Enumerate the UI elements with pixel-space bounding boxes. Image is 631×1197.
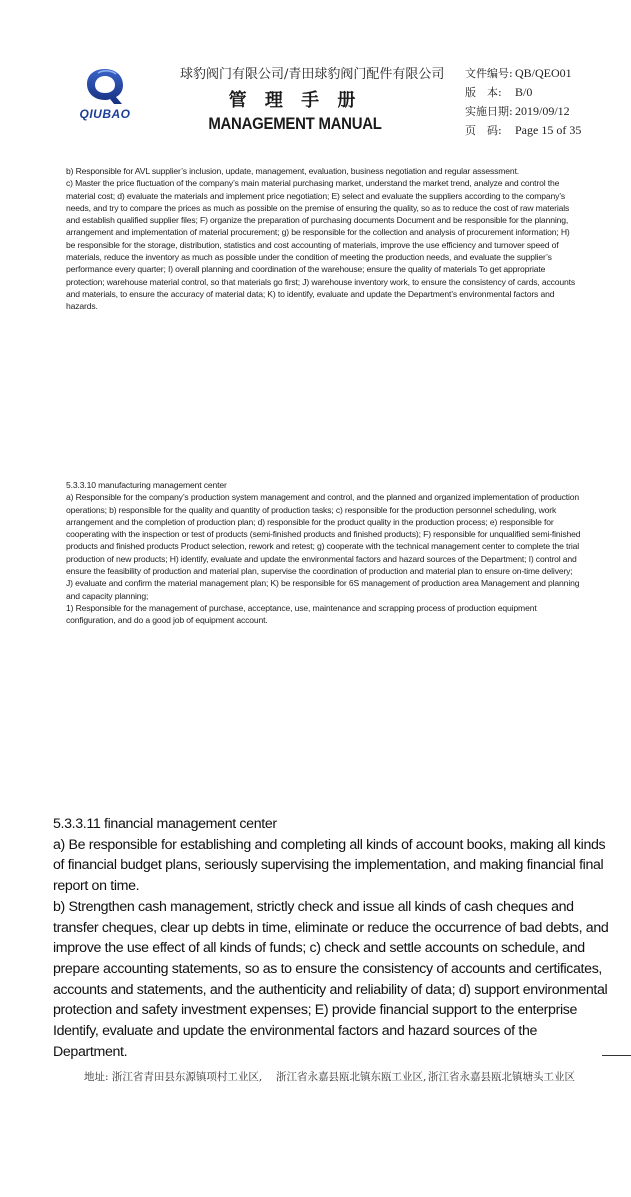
page-number-value: Page 15 of 35 — [515, 123, 582, 137]
paragraph: b) Strengthen cash management, strictly check and issue all kinds of cash cheques and transfer cheques, clear up debts in time, eliminate or reduce the occurrence of bad debts, and improve the use effect of all kinds of funds; c) check and settle accounts on schedule, and prepare accounting statements, so as to ensure the consistency of accounts and certificates, accounts and statements, and the authenticity and reliability of data; d) support environmental protection and safety investment expenses; E) provide financial support to the enterprise Identify, evaluate and update the environmental factors and hazard sources of the Department. — [53, 898, 609, 1060]
document-info — [465, 64, 625, 140]
paragraph: c) Master the price fluctuation of the company’s main material purchasing market, understand the market trend, analyze and control the material cost; d) evaluate the materials and implement price negotiation; E) select and evaluate the suppliers according to the company’s needs, and try to compare the prices as much as possible on the premise of ensuring the quality, so as to reduce the cost of raw materials and establish qualified supplier files; F) organize the preparation of purchasing documents Document and be responsible for the planning, arrangement and implementation of material procurement; g) be responsible for the collection and analysis of procurement information; H) be responsible for the storage, distribution, statistics and cost accounting of materials, improve the use efficiency and turnover speed of materials, reduce the inventory as much as possible under the condition of meeting the production needs, and evaluate the supplier’s performance every quarter; I) overall planning and coordination of the warehouse; ensure the quality of materials To get appropriate protection; warehouse material control, so that materials go first; J) warehouse inventory work, to ensure the consistency of cards, accounts and materials, to ensure the accuracy of material data; K) to identify, evaluate and update the Department’s environmental factors and hazards. — [66, 178, 576, 312]
version-label: 版 本: — [465, 86, 502, 99]
logo-text: QIUBAO — [79, 107, 131, 121]
page-number-row — [465, 121, 625, 140]
manufacturing-section — [66, 479, 581, 627]
paragraph: a) Responsible for the company’s production system management and control, and the planned and organized implementation of production operations; b) responsible for the quality and quantity of production tasks; c) responsible for the production personnel scheduling, work arrangement and the completion of production plan; d) responsible for the product quality in the production process; e) responsible for cooperating with the inspection or test of products (semi-finished products and finished products); F) responsible for unqualified semi-finished products and finished products Product selection, rework and retest; g) cooperate with the technical management center to complete the trial production of new products; H) identify, evaluate and update the environmental factors and hazard sources of the Department; I) control and ensure the feasibility of production and material plan, supervise the coordination of production and material plan to ensure on-time delivery; J) evaluate and confirm the material management plan; K) be responsible for 6S management of production area Management and planning and capacity planning; — [66, 492, 581, 601]
purchasing-responsibilities — [66, 165, 581, 313]
qiubao-logo-icon — [84, 66, 126, 106]
manual-title-en: MANAGEMENT MANUAL — [208, 114, 382, 133]
company-logo — [70, 66, 140, 126]
effective-date-label: 实施日期: — [465, 105, 513, 118]
financial-section — [53, 814, 613, 1062]
section-heading: 5.3.3.10 manufacturing management center — [66, 480, 227, 490]
footer-address-1: 地址: 浙江省青田县东源镇项村工业区, — [84, 1071, 263, 1083]
page-header — [0, 0, 631, 150]
effective-date-value: 2019/09/12 — [515, 104, 570, 118]
effective-date-row — [465, 102, 625, 121]
footer-address-2: 浙江省永嘉县瓯北镇东瓯工业区, — [276, 1071, 427, 1083]
page-footer — [84, 1069, 604, 1084]
paragraph: 1) Responsible for the management of purchase, acceptance, use, maintenance and scrapping process of production equipment configuration, and do a good job of equipment account. — [66, 602, 537, 626]
doc-number-row — [465, 64, 625, 83]
page-number-label: 页 码: — [465, 124, 502, 137]
paragraph: a) Be responsible for establishing and completing all kinds of account books, making all kinds of financial budget plans, seriously supervising the implementation, and making financial final report on time. — [53, 836, 606, 895]
divider — [602, 1055, 631, 1056]
version-row — [465, 83, 625, 102]
doc-number-value: QB/QEO01 — [515, 66, 572, 80]
footer-address-3: 浙江省永嘉县瓯北镇塘头工业区 — [428, 1071, 575, 1083]
company-names: 球豹阀门有限公司/青田球豹阀门配件有限公司 — [180, 67, 445, 82]
doc-number-label: 文件编号: — [465, 67, 513, 80]
manual-title-cn: 管 理 手 册 — [228, 90, 362, 111]
paragraph: b) Responsible for AVL supplier’s inclusion, update, management, evaluation, business negotiation and regular assessment. — [66, 166, 520, 176]
section-heading: 5.3.3.11 financial management center — [53, 816, 277, 832]
version-value: B/0 — [515, 85, 533, 99]
